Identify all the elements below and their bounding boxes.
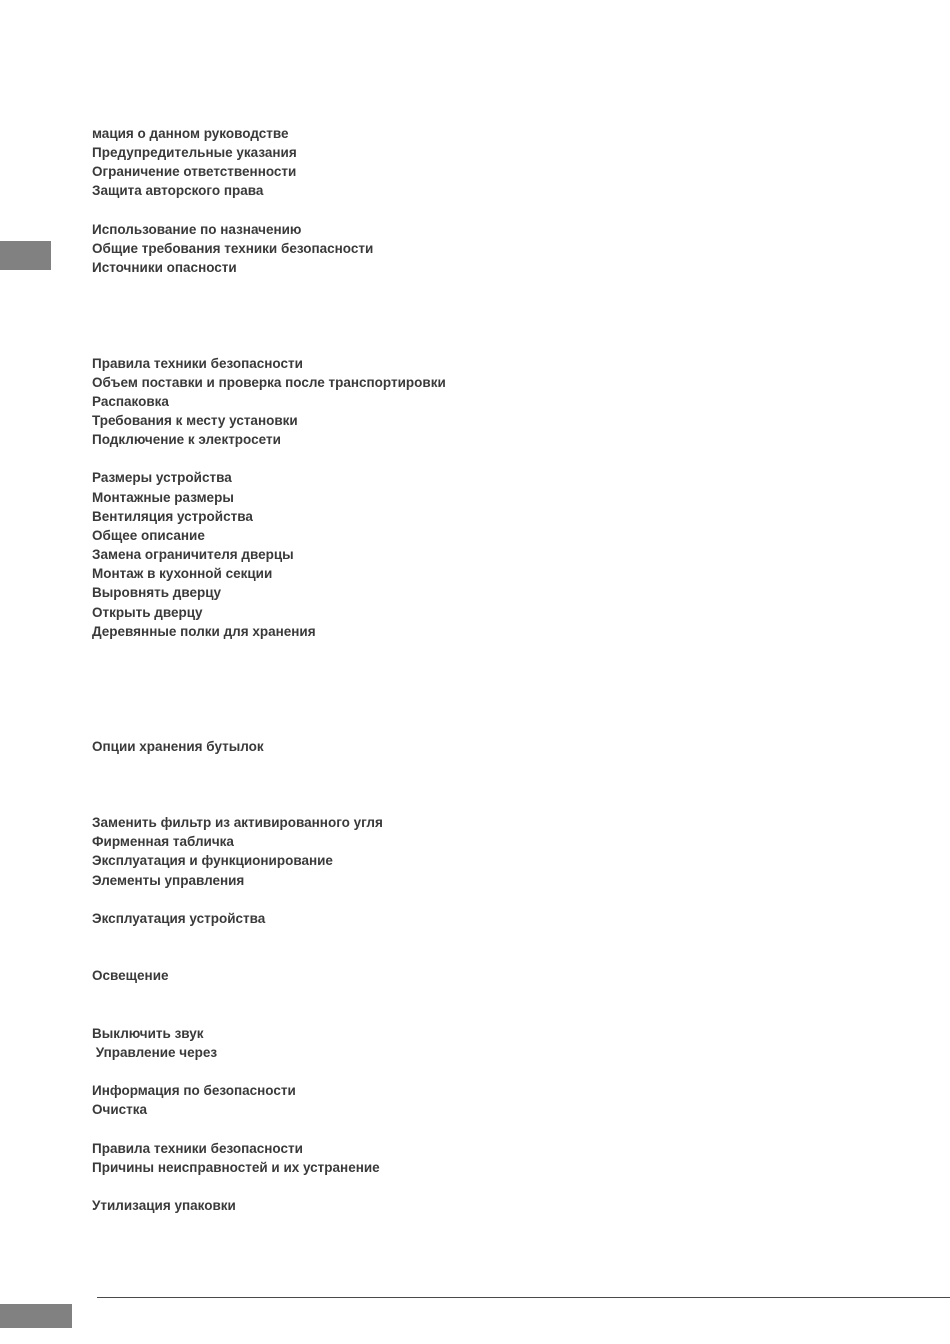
toc-entry: Освещение [92, 968, 169, 983]
toc-entry: мация о данном руководстве [92, 126, 289, 141]
toc-entry: Требования к месту установки [92, 413, 298, 428]
toc-entry: Правила техники безопасности [92, 356, 303, 371]
toc-entry: Использование по назначению [92, 222, 302, 237]
page-number-tab [0, 1304, 72, 1328]
toc-entry: Предупредительные указания [92, 145, 297, 160]
toc-entry: Эксплуатация и функционирование [92, 853, 333, 868]
toc-entry: Источники опасности [92, 260, 237, 275]
toc-entry: Подключение к электросети [92, 432, 281, 447]
toc-entry: Объем поставки и проверка после транспортировки [92, 375, 446, 390]
toc-entry: Причины неисправностей и их устранение [92, 1160, 380, 1175]
toc-entry: Заменить фильтр из активированного угля [92, 815, 383, 830]
toc-entry: Замена ограничителя дверцы [92, 547, 294, 562]
toc-entry: Правила техники безопасности [92, 1141, 303, 1156]
toc-entry: Монтаж в кухонной секции [92, 566, 273, 581]
toc-entry: Очистка [92, 1102, 148, 1117]
toc-entry: Утилизация упаковки [92, 1198, 236, 1213]
toc-entry: Управление через [92, 1045, 218, 1060]
toc-entry: Фирменная табличка [92, 834, 234, 849]
toc-entry: Открыть дверцу [92, 605, 203, 620]
toc-entry: Вентиляция устройства [92, 509, 253, 524]
toc-entry: Общие требования техники безопасности [92, 241, 374, 256]
toc-entry: Защита авторского права [92, 183, 264, 198]
toc-entry: Ограничение ответственности [92, 164, 297, 179]
toc-entry: Размеры устройства [92, 470, 232, 485]
toc-entry: Выключить звук [92, 1026, 204, 1041]
footer-divider [97, 1297, 950, 1298]
toc-entry: Деревянные полки для хранения [92, 624, 316, 639]
toc-entry: Опции хранения бутылок [92, 739, 264, 754]
toc-entry: Элементы управления [92, 873, 245, 888]
toc-entry: Распаковка [92, 394, 169, 409]
toc-entry: Эксплуатация устройства [92, 911, 266, 926]
chapter-tab-marker [0, 241, 51, 270]
toc-entry: Информация по безопасности [92, 1083, 296, 1098]
toc-entry: Выровнять дверцу [92, 585, 222, 600]
toc-entry: Общее описание [92, 528, 205, 543]
toc-entry: Монтажные размеры [92, 490, 234, 505]
